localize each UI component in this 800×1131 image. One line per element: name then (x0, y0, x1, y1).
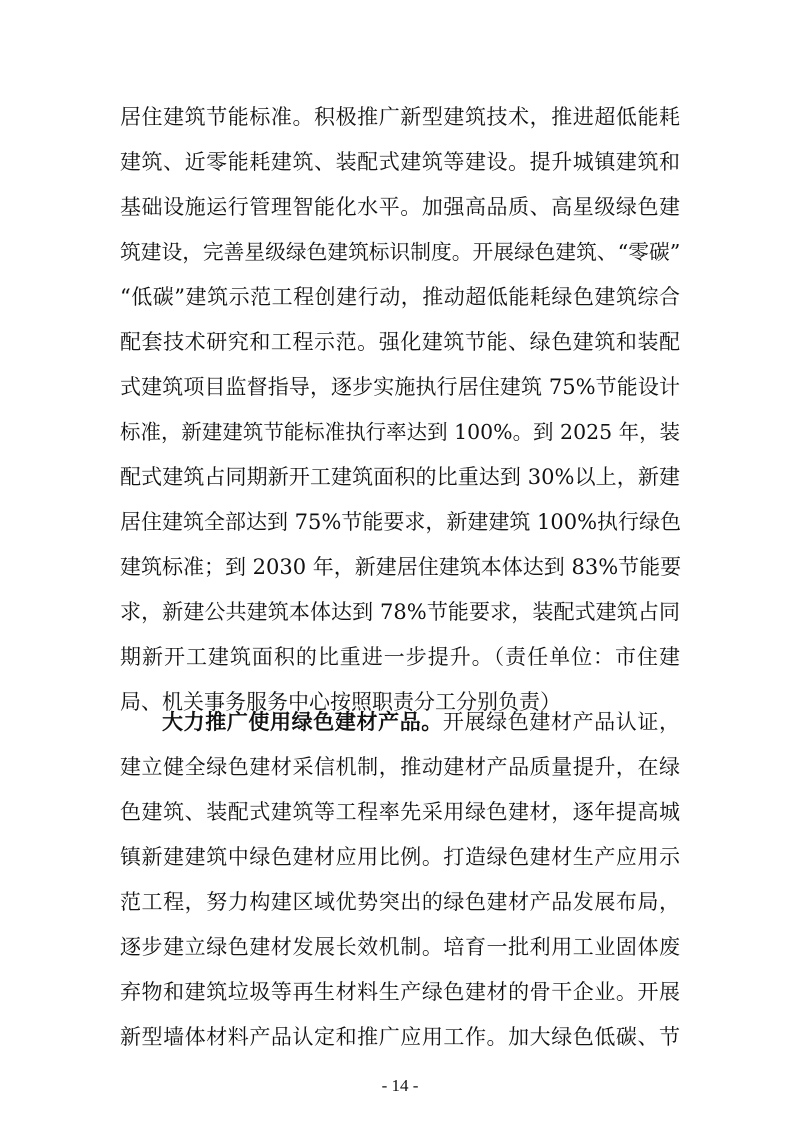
body-text-line: 配套技术研究和工程示范。强化建筑节能、绿色建筑和装配 (120, 330, 680, 354)
body-text-line: 基础设施运行管理智能化水平。加强高品质、高星级绿色建 (120, 195, 680, 219)
body-text-line: 式建筑项目监督指导，逐步实施执行居住建筑 75%节能设计 (120, 375, 680, 399)
paragraph-heading: 大力推广使用绿色建材产品。 (162, 710, 443, 734)
body-text-line: 求，新建公共建筑本体达到 78%节能要求，装配式建筑占同 (120, 600, 680, 624)
body-text-line: 居住建筑节能标准。积极推广新型建筑技术，推进超低能耗 (120, 105, 680, 129)
body-text-line: 期新开工建筑面积的比重进一步提升。（责任单位：市住建 (120, 645, 680, 669)
body-text-line: 弃物和建筑垃圾等再生材料生产绿色建材的骨干企业。开展 (120, 980, 680, 1004)
body-text-line: 范工程，努力构建区域优势突出的绿色建材产品发展布局， (120, 890, 680, 914)
page-number: - 14 - (381, 1076, 419, 1095)
body-text-line: 建筑、近零能耗建筑、装配式建筑等建设。提升城镇建筑和 (120, 150, 680, 174)
body-text-line: 新型墙体材料产品认定和推广应用工作。加大绿色低碳、节 (120, 1025, 680, 1049)
body-text-line: 居住建筑全部达到 75%节能要求，新建建筑 100%执行绿色 (120, 510, 682, 534)
body-text-line: 建立健全绿色建材采信机制，推动建材产品质量提升，在绿 (120, 755, 680, 779)
body-text-line: 逐步建立绿色建材发展长效机制。培育一批利用工业固体废 (120, 935, 680, 959)
body-text-line: 配式建筑占同期新开工建筑面积的比重达到 30%以上，新建 (120, 465, 680, 489)
body-text-line: 色建筑、装配式建筑等工程率先采用绿色建材，逐年提高城 (120, 800, 680, 824)
body-text-line: 筑建设，完善星级绿色建筑标识制度。开展绿色建筑、“零碳” (120, 240, 681, 264)
body-text-line: 镇新建建筑中绿色建材应用比例。打造绿色建材生产应用示 (120, 845, 680, 869)
body-text-line: 局、机关事务服务中心按照职责分工分别负责） (120, 690, 561, 714)
paragraph-first-line (162, 702, 680, 742)
body-text-line: “低碳”建筑示范工程创建行动，推动超低能耗绿色建筑综合 (120, 285, 680, 309)
body-text-line: 建筑标准；到 2030 年，新建居住建筑本体达到 83%节能要 (120, 555, 682, 579)
body-text-run: 开展绿色建材产品认证， (442, 710, 681, 734)
body-text-line: 标准，新建建筑节能标准执行率达到 100%。到 2025 年，装 (120, 420, 680, 444)
